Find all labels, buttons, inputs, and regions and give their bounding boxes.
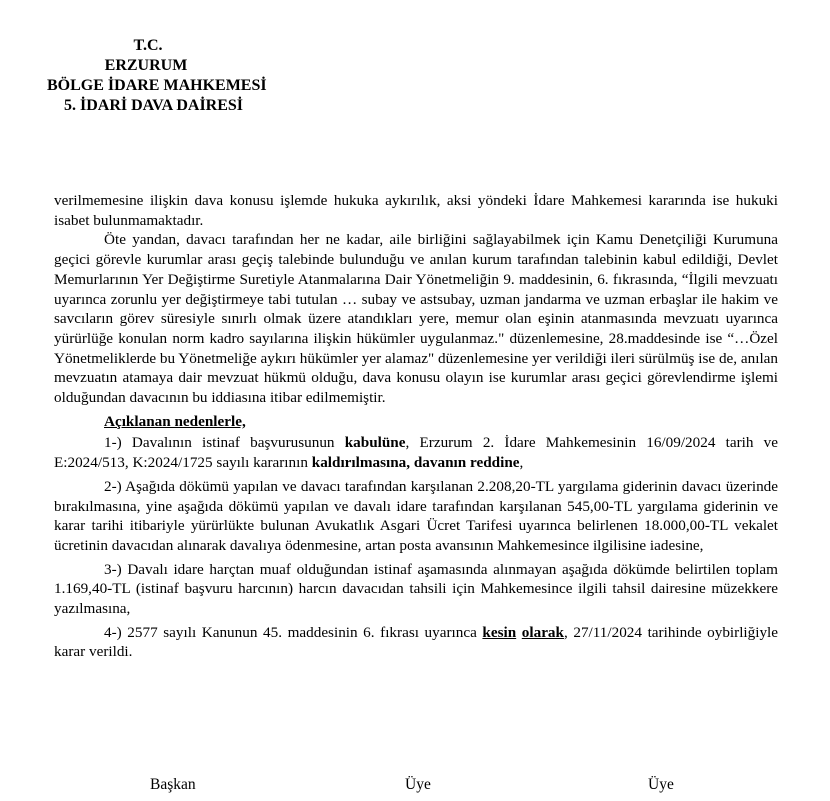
item4-text-e: , 27/11/2024 tarihinde oybirliğiyle karar verildi.	[54, 623, 779, 661]
signature-member-2: Üye	[648, 776, 674, 793]
ruling-item-1	[54, 433, 778, 472]
signature-member-1: Üye	[405, 776, 431, 793]
header-chamber: 5. İDARİ DAVA DAİRESİ	[64, 97, 244, 114]
ruling-item-2: 2-) Aşağıda dökümü yapılan ve davacı tarafından karşılanan 2.208,20-TL yargılama giderinin davacı üzerinde bırakılmasına, yine aşağıda dökümü yapılan ve davalı idare tarafından karşılanan 545,00-TL yargılama giderinin ve karar tarihi itibariyle yürürlükte bulunan Avukatlık Asgari Ücret Tarifesi uyarınca belirlenen 18.000,00-TL vekalet ücretinin davacıdan alınarak davalıya ödenmesine, artan posta avansının Mahkemesince ilgilisine iadesine,	[54, 477, 778, 554]
court-header	[0, 36, 360, 116]
item4-as: olarak	[521, 623, 564, 641]
item4-final: kesin	[482, 623, 517, 641]
header-tc: T.C.	[133, 37, 163, 54]
ruling-item-3: 3-) Davalı idare harçtan muaf olduğundan istinaf aşamasında alınmayan aşağıda dökümde belirtilen toplam 1.169,40-TL (istinaf başvuru harcının) harcın davacıdan tahsili için Mahkemesince ilgili tahsil dairesine müzekkere yazılmasına,	[54, 560, 778, 618]
paragraph-continuation: verilmemesine ilişkin dava konusu işlemde hukuka aykırılık, aksi yöndeki İdare Mahkemesi kararında ise hukuki isabet bulunmamaktadır.	[54, 192, 778, 229]
paragraph-reasoning: Öte yandan, davacı tarafından her ne kadar, aile birliğini sağlayabilmek için Kamu Denetçiliği Kurumuna geçici görevle kurumlar arası geçiş talebinde bulunduğu ve anılan kurum tarafından talebinin kabul edildiği, Devlet Memurlarının Yer Değiştirme Suretiyle Atanmalarına Dair Yönetmeliğin 9. maddesinin, 6. fıkrasında, “İlgili mevzuatı uyarınca zorunlu yer değiştirmeye tabi tutulan … subay ve astsubay, uzman jandarma ve uzman erbaşlar ile hakim ve savcıların görev süresiyle sınırlı olmak üzere atandıkları yere, memur olan eşinin atanmasında mevzuatı uyarınca yürürlüğe konulan norm kadro sayılarına ilişkin hükümler uygulanmaz." düzenlemesine, 28.maddesinde ise “…Özel Yönetmeliklerde bu Yönetmeliğe aykırı hükümler yer alamaz" düzenlemesine yer verildiği ileri sürülmüş ise de, anılan mevzuatın atamaya dair mevzuat hükmü olduğu, dava konusu olayın ise kurumlar arası geçici görevlendirme işlemi olduğundan davacının bu iddiasına itibar edilmemiştir.	[54, 231, 778, 407]
header-court: BÖLGE İDARE MAHKEMESİ	[47, 77, 267, 94]
item1-text-e: ,	[519, 454, 524, 472]
item1-reversal: kaldırılmasına, davanın reddine	[311, 454, 520, 472]
signature-president: Başkan	[150, 776, 196, 793]
item1-accept: kabulüne	[344, 434, 406, 452]
item1-text-a: 1-) Davalının istinaf başvurusunun	[104, 434, 345, 452]
ruling-item-4	[54, 623, 778, 662]
item1-text-c: , Erzurum 2. İdare Mahkemesinin 16/09/2024 tarih ve E:2024/513, K:2024/1725 sayılı kararının	[54, 434, 778, 472]
decision-body	[54, 191, 778, 662]
ruling-heading: Açıklanan nedenlerle,	[104, 412, 246, 430]
item4-text-a: 4-) 2577 sayılı Kanunun 45. maddesinin 6. fıkrası uyarınca	[104, 623, 483, 641]
header-city: ERZURUM	[104, 57, 188, 74]
